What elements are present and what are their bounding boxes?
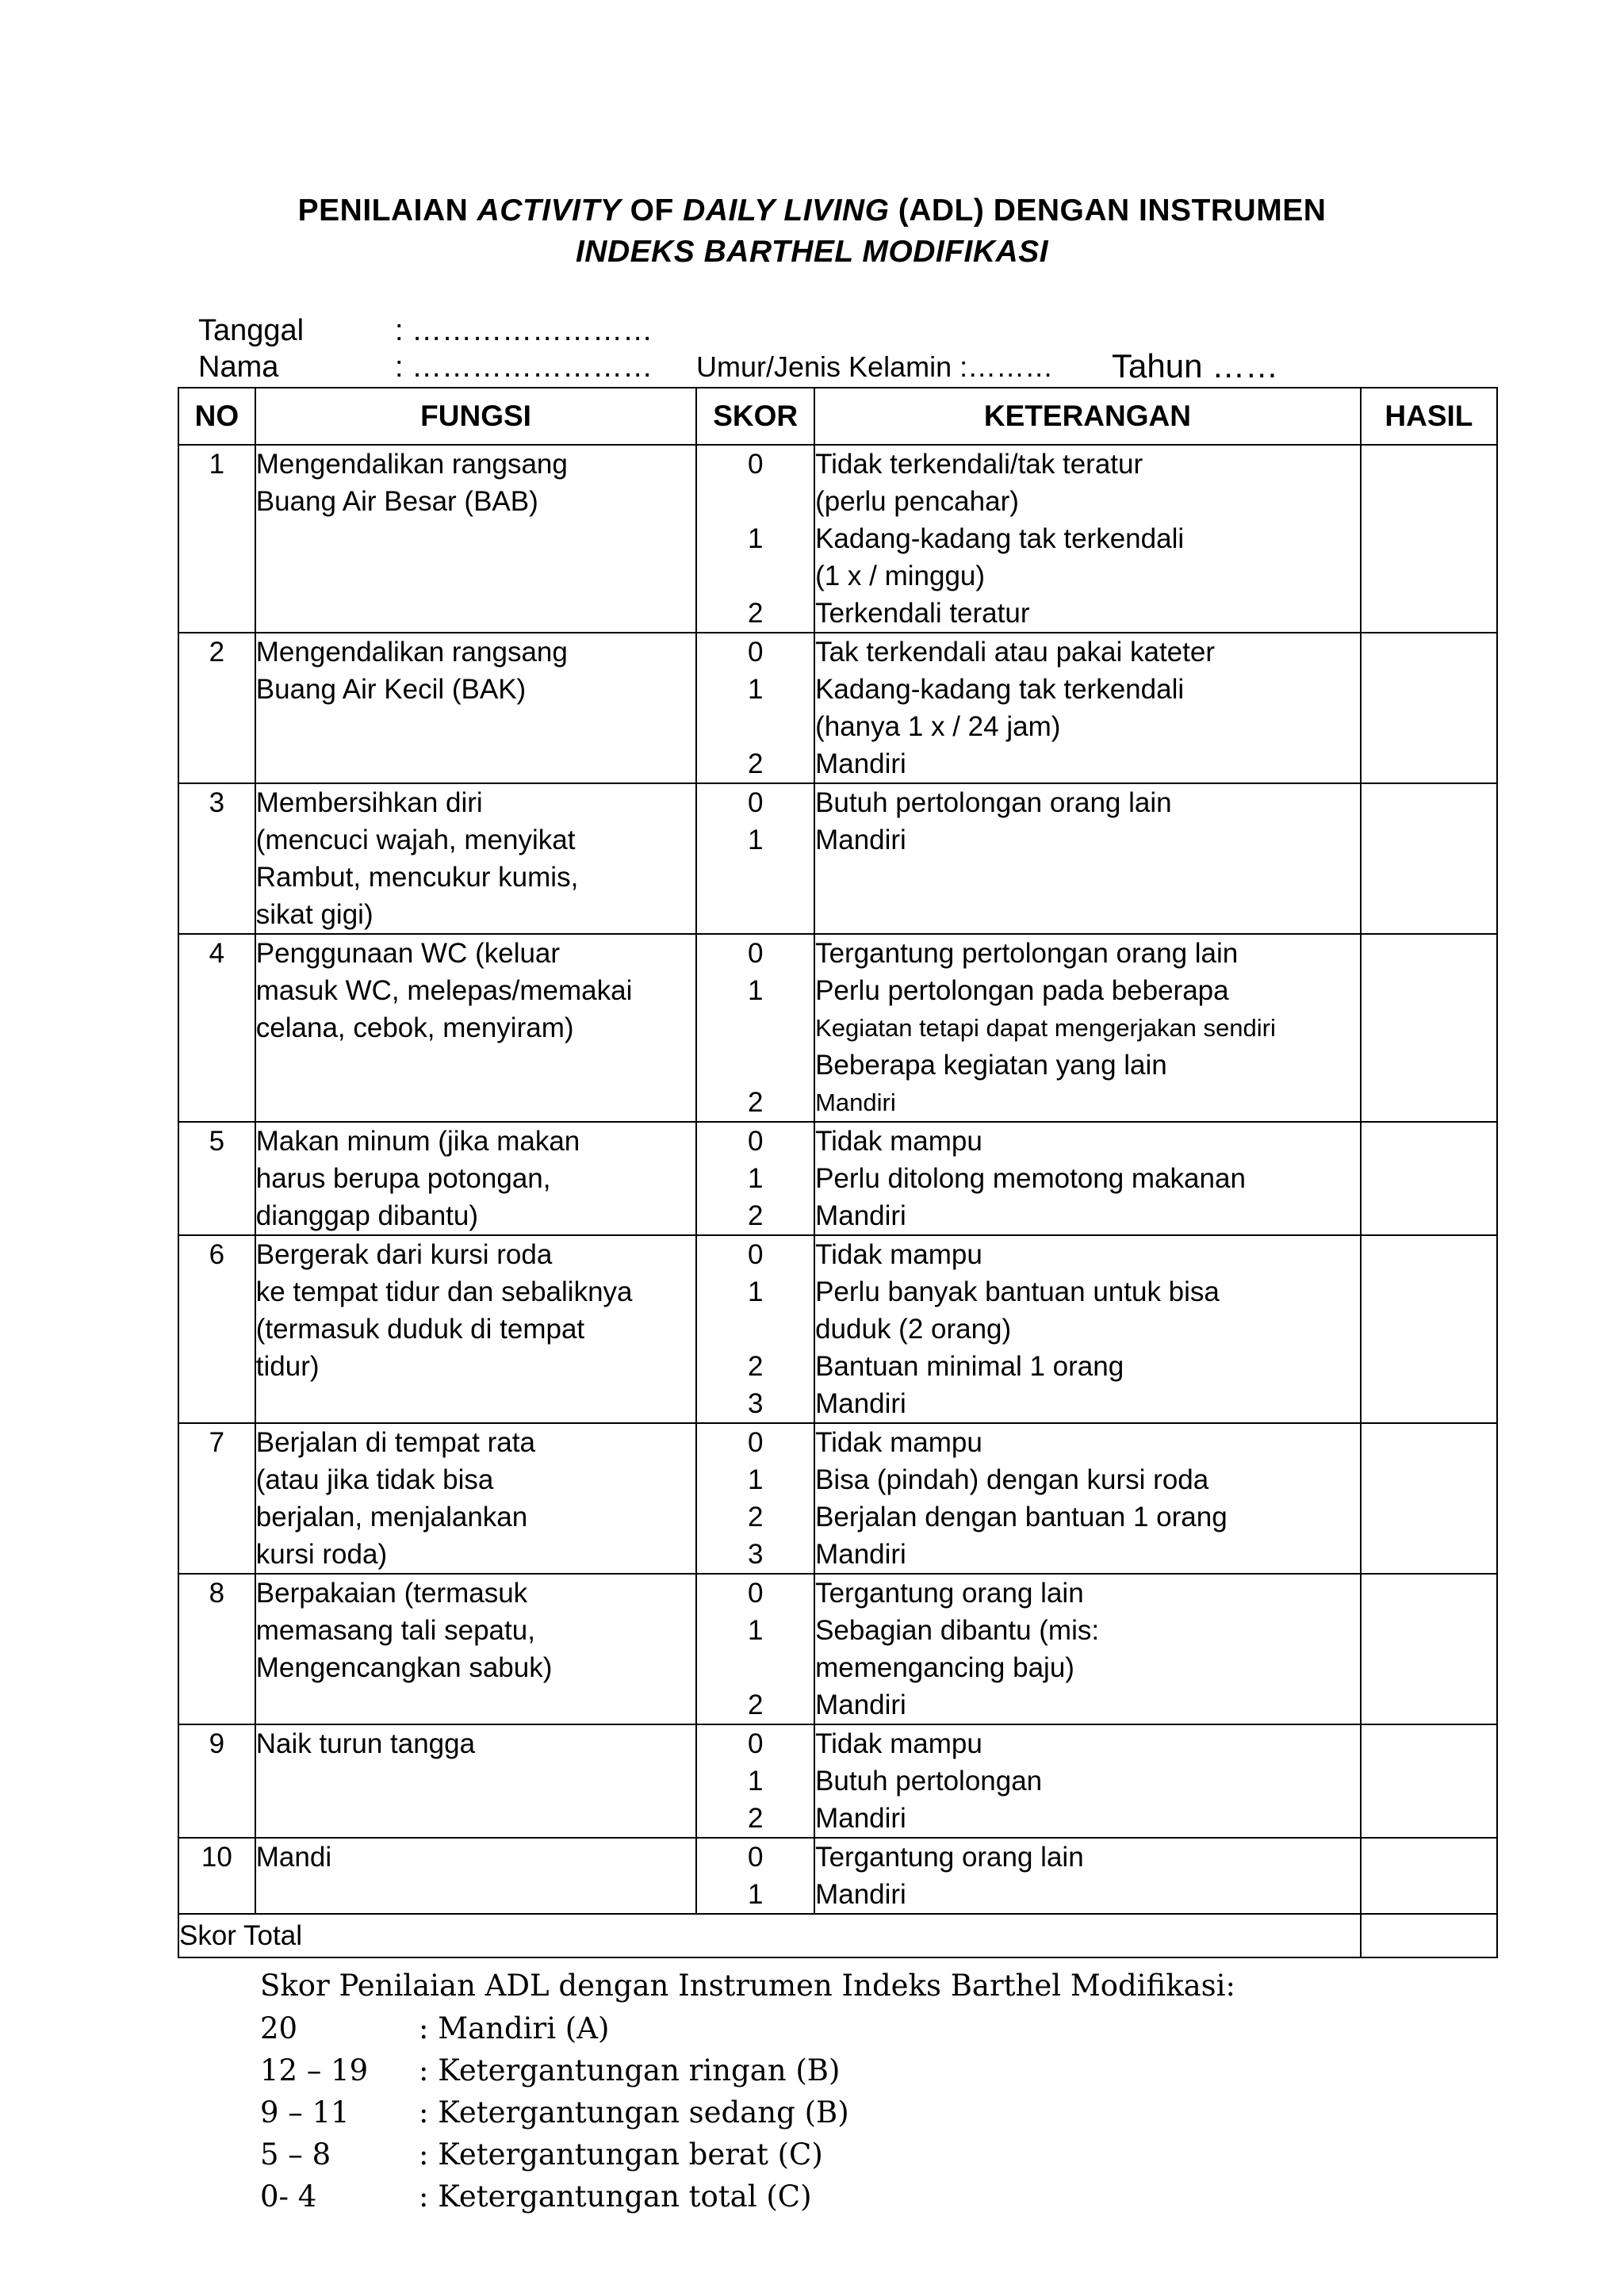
fungsi-cell: Mandi [255, 1838, 697, 1914]
table-row [178, 783, 1497, 934]
table-header-row [178, 388, 1497, 445]
keterangan-cell: Tidak mampu Perlu ditolong memotong makanan Mandiri [814, 1122, 1361, 1235]
header-skor: SKOR [696, 388, 814, 445]
legend-row [260, 2091, 1235, 2133]
row-number: 6 [178, 1235, 255, 1423]
legend-row [260, 2007, 1235, 2049]
skor-cell: 0 1 2 [696, 633, 814, 783]
skor-cell: 0 1 2 [696, 934, 814, 1122]
keterangan-cell: Tergantung pertolongan orang lain Perlu pertolongan pada beberapa Kegiatan tetapi dapat mengerjakan sendiri Beberapa kegiatan yang lain Mandiri [814, 934, 1361, 1122]
skor-cell: 0 1 2 3 [696, 1235, 814, 1423]
legend-range: 20 [260, 2011, 298, 2045]
skor-cell: 0 1 2 [696, 445, 814, 633]
table-row [178, 934, 1497, 1122]
hasil-cell[interactable] [1361, 1423, 1497, 1574]
row-number: 1 [178, 445, 255, 633]
tanggal-label: Tanggal [198, 314, 304, 347]
row-number: 8 [178, 1574, 255, 1724]
tanggal-value[interactable]: : …………………… [395, 314, 653, 347]
header-fungsi: FUNGSI [255, 388, 697, 445]
legend-range: 12 – 19 [260, 2053, 369, 2087]
keterangan-cell: Tidak mampu Butuh pertolongan Mandiri [814, 1724, 1361, 1838]
hasil-cell[interactable] [1361, 445, 1497, 633]
fungsi-cell: Mengendalikan rangsang Buang Air Kecil (BAK) [255, 633, 697, 783]
legend-title: Skor Penilaian ADL dengan Instrumen Indeks Barthel Modifikasi: [260, 1969, 1235, 2003]
legend-desc: : Ketergantungan ringan (B) [419, 2053, 841, 2087]
row-number: 3 [178, 783, 255, 934]
document-title-line1 [0, 193, 1624, 228]
total-row [178, 1914, 1497, 1957]
legend-desc: : Mandiri (A) [419, 2011, 610, 2045]
fungsi-cell: Berjalan di tempat rata (atau jika tidak bisa berjalan, menjalankan kursi roda) [255, 1423, 697, 1574]
hasil-cell[interactable] [1361, 1724, 1497, 1838]
hasil-cell[interactable] [1361, 1235, 1497, 1423]
fungsi-cell: Naik turun tangga [255, 1724, 697, 1838]
table-row [178, 633, 1497, 783]
keterangan-cell: Tergantung orang lain Mandiri [814, 1838, 1361, 1914]
table-row [178, 1838, 1497, 1914]
row-number: 5 [178, 1122, 255, 1235]
umur-jenis-kelamin-field[interactable]: Umur/Jenis Kelamin :……… [696, 350, 1062, 383]
skor-cell: 0 1 2 [696, 1122, 814, 1235]
legend-range: 0- 4 [260, 2179, 317, 2214]
title-text: PENILAIAN [297, 193, 477, 228]
tahun-field[interactable]: Tahun …… [1112, 347, 1279, 385]
legend-row [260, 2133, 1235, 2175]
fungsi-cell: Mengendalikan rangsang Buang Air Besar (BAB) [255, 445, 697, 633]
row-number: 7 [178, 1423, 255, 1574]
header-no: NO [178, 388, 255, 445]
nama-value[interactable]: : …………………… [395, 350, 653, 384]
legend-row [260, 2049, 1235, 2091]
legend-range: 5 – 8 [260, 2137, 331, 2172]
hasil-cell[interactable] [1361, 1122, 1497, 1235]
score-legend [260, 1965, 1235, 2218]
fungsi-cell: Berpakaian (termasuk memasang tali sepatu, Mengencangkan sabuk) [255, 1574, 697, 1724]
adl-assessment-table [178, 387, 1498, 1958]
fungsi-cell: Makan minum (jika makan harus berupa potongan, dianggap dibantu) [255, 1122, 697, 1235]
row-number: 2 [178, 633, 255, 783]
skor-cell: 0 1 [696, 1838, 814, 1914]
title-text-italic: ACTIVITY [477, 193, 622, 228]
legend-row [260, 2175, 1235, 2218]
keterangan-cell: Butuh pertolongan orang lain Mandiri [814, 783, 1361, 934]
total-hasil-cell[interactable] [1361, 1914, 1497, 1957]
legend-desc: : Ketergantungan berat (C) [419, 2137, 823, 2172]
title-text: (ADL) DENGAN INSTRUMEN [889, 193, 1327, 228]
header-hasil: HASIL [1361, 388, 1497, 445]
row-number: 4 [178, 934, 255, 1122]
title-text-italic: DAILY LIVING [683, 193, 890, 228]
hasil-cell[interactable] [1361, 633, 1497, 783]
table-row [178, 1724, 1497, 1838]
title-text: OF [621, 193, 684, 228]
keterangan-cell: Tak terkendali atau pakai kateter Kadang-kadang tak terkendali (hanya 1 x / 24 jam) Mandiri [814, 633, 1361, 783]
fungsi-cell: Bergerak dari kursi roda ke tempat tidur dan sebaliknya (termasuk duduk di tempat tidur) [255, 1235, 697, 1423]
hasil-cell[interactable] [1361, 1574, 1497, 1724]
row-number: 9 [178, 1724, 255, 1838]
table-row [178, 1423, 1497, 1574]
table-row [178, 445, 1497, 633]
skor-cell: 0 1 2 3 [696, 1423, 814, 1574]
keterangan-cell: Tidak mampu Perlu banyak bantuan untuk bisa duduk (2 orang) Bantuan minimal 1 orang Mandiri [814, 1235, 1361, 1423]
hasil-cell[interactable] [1361, 783, 1497, 934]
hasil-cell[interactable] [1361, 934, 1497, 1122]
fungsi-cell: Penggunaan WC (keluar masuk WC, melepas/memakai celana, cebok, menyiram) [255, 934, 697, 1122]
keterangan-cell: Tidak mampu Bisa (pindah) dengan kursi roda Berjalan dengan bantuan 1 orang Mandiri [814, 1423, 1361, 1574]
table-row [178, 1235, 1497, 1423]
hasil-cell[interactable] [1361, 1838, 1497, 1914]
table-row [178, 1574, 1497, 1724]
keterangan-cell: Tidak terkendali/tak teratur (perlu pencahar) Kadang-kadang tak terkendali (1 x / minggu) Terkendali teratur [814, 445, 1361, 633]
header-keterangan: KETERANGAN [814, 388, 1361, 445]
skor-cell: 0 1 2 [696, 1724, 814, 1838]
fungsi-cell: Membersihkan diri (mencuci wajah, menyikat Rambut, mencukur kumis, sikat gigi) [255, 783, 697, 934]
legend-desc: : Ketergantungan sedang (B) [419, 2095, 849, 2130]
skor-cell: 0 1 2 [696, 1574, 814, 1724]
legend-range: 9 – 11 [260, 2095, 350, 2130]
total-label: Skor Total [178, 1914, 1361, 1957]
keterangan-cell: Tergantung orang lain Sebagian dibantu (mis: memengancing baju) Mandiri [814, 1574, 1361, 1724]
nama-label: Nama [198, 350, 279, 384]
legend-desc: : Ketergantungan total (C) [419, 2179, 812, 2214]
table-row [178, 1122, 1497, 1235]
row-number: 10 [178, 1838, 255, 1914]
skor-cell: 0 1 [696, 783, 814, 934]
document-title-line2: INDEKS BARTHEL MODIFIKASI [575, 235, 1049, 269]
